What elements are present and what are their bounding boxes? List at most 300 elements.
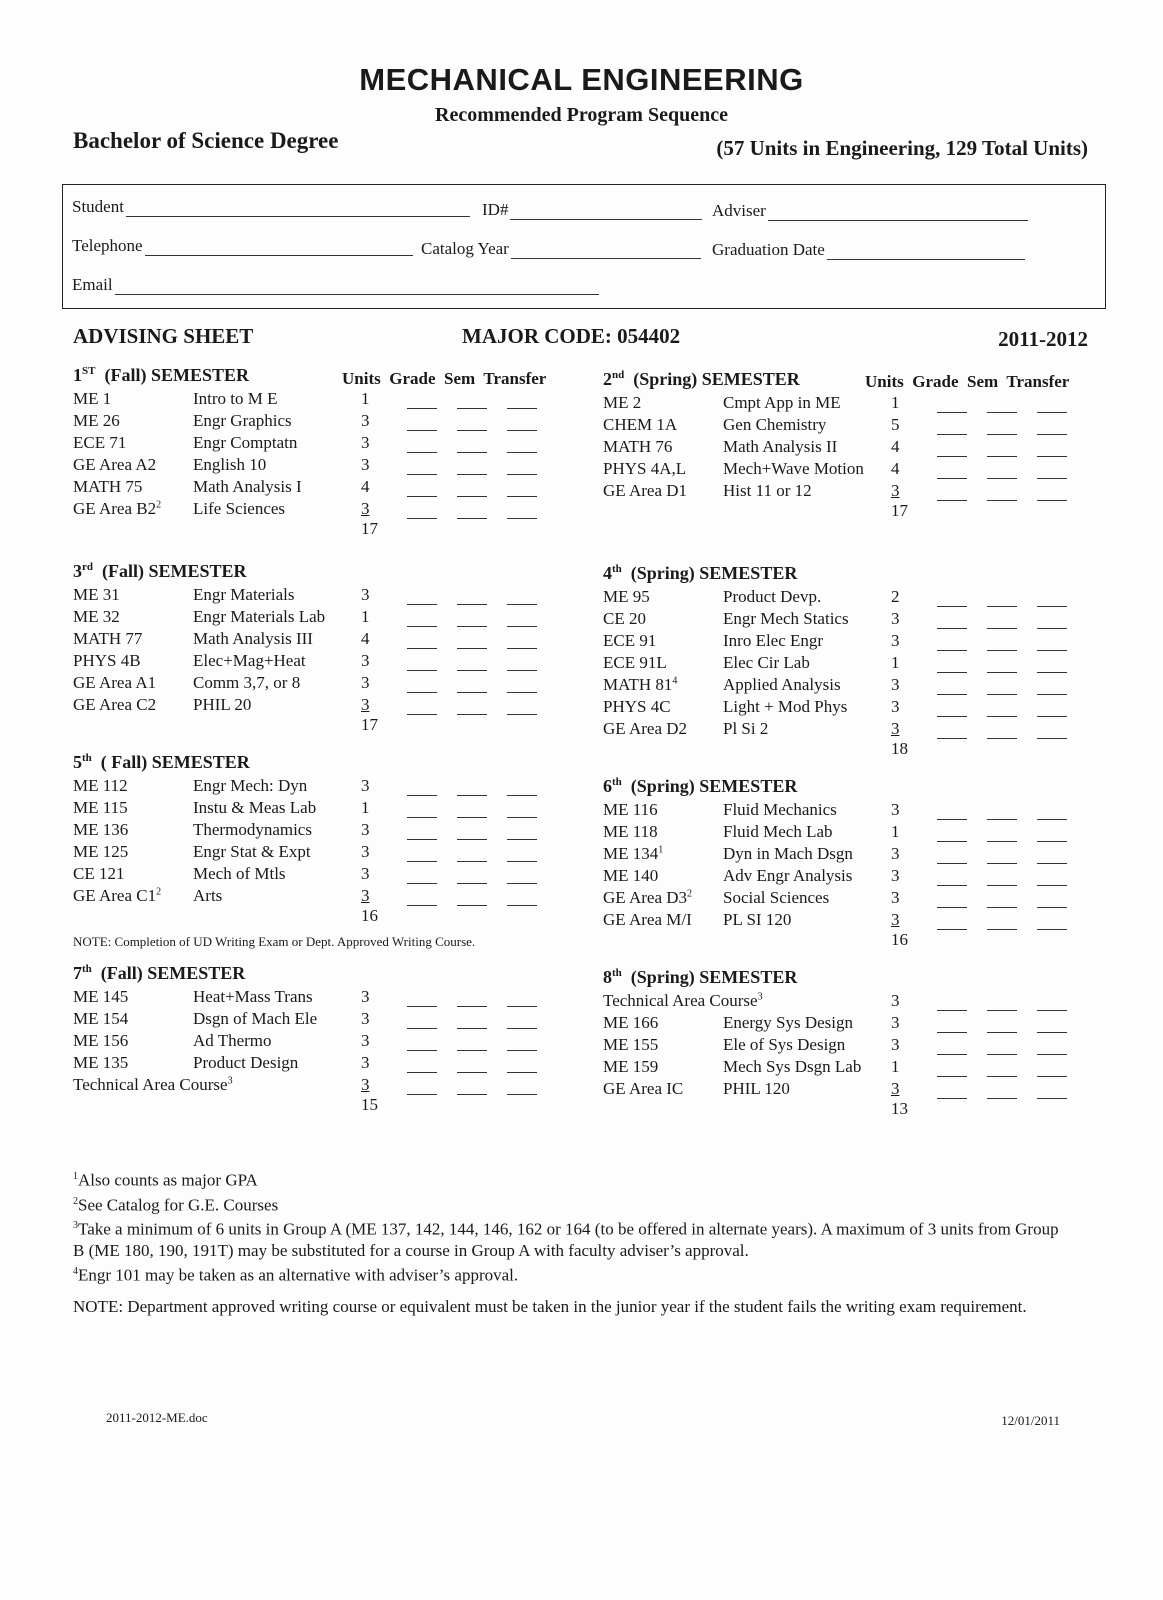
course-code: Technical Area Course$^3$ [603, 991, 763, 1010]
grade-blank[interactable] [407, 593, 437, 605]
transfer-blank[interactable] [1037, 661, 1067, 673]
course-row [603, 1033, 1087, 1055]
course-units: 4 [361, 629, 370, 648]
transfer-blank[interactable] [1037, 401, 1067, 413]
grade-blank[interactable] [937, 830, 967, 842]
grade-blank[interactable] [937, 401, 967, 413]
id-field[interactable]: ID# [482, 200, 702, 220]
course-row [603, 842, 1087, 864]
adviser-field[interactable]: Adviser [712, 201, 1028, 221]
semester-5 [73, 752, 557, 928]
sem-blank[interactable] [457, 784, 487, 796]
grade-blank[interactable] [937, 1043, 967, 1055]
grade-blank[interactable] [937, 489, 967, 501]
grade-blank[interactable] [407, 681, 437, 693]
transfer-blank[interactable] [1037, 874, 1067, 886]
grade-blank[interactable] [937, 727, 967, 739]
transfer-blank[interactable] [507, 784, 537, 796]
transfer-blank[interactable] [507, 637, 537, 649]
course-title: Engr Comptatn [193, 433, 298, 452]
transfer-blank[interactable] [507, 419, 537, 431]
grade-blank[interactable] [937, 918, 967, 930]
sem-blank[interactable] [457, 806, 487, 818]
course-title: Gen Chemistry [723, 415, 827, 434]
grade-blank[interactable] [937, 467, 967, 479]
academic-year: 2011-2012 [998, 327, 1088, 351]
course-units: 4 [361, 477, 370, 496]
document-title: MECHANICAL ENGINEERING [359, 62, 804, 97]
course-code: GE Area $C1^2$ [73, 886, 162, 905]
semester-total-units: 15 [361, 1095, 378, 1114]
course-row [73, 453, 557, 475]
grade-blank[interactable] [407, 995, 437, 1007]
course-units: 3 [891, 719, 900, 738]
course-code: ME 26 [73, 411, 120, 430]
course-row [603, 798, 1087, 820]
course-title: Math Analysis II [723, 437, 838, 456]
sem-blank[interactable] [987, 1021, 1017, 1033]
transfer-blank[interactable] [1037, 808, 1067, 820]
course-title: Dsgn of Mach Ele [193, 1009, 318, 1028]
sem-blank[interactable] [457, 995, 487, 1007]
grade-blank[interactable] [407, 784, 437, 796]
transfer-blank[interactable] [1037, 1065, 1067, 1077]
course-units: 3 [361, 673, 370, 692]
transfer-blank[interactable] [507, 1061, 537, 1073]
semester-heading: 6th (Spring) SEMESTER [603, 776, 798, 796]
grade-blank[interactable] [407, 419, 437, 431]
grade-blank[interactable] [407, 397, 437, 409]
sem-blank[interactable] [987, 1087, 1017, 1099]
transfer-blank[interactable] [507, 703, 537, 715]
course-code: ME 166 [603, 1013, 659, 1032]
grade-blank[interactable] [407, 806, 437, 818]
sem-blank[interactable] [987, 727, 1017, 739]
transfer-blank[interactable] [507, 894, 537, 906]
course-row [603, 864, 1087, 886]
column-headers-left: Units Grade Sem Transfer [342, 369, 547, 388]
transfer-blank[interactable] [1037, 1021, 1067, 1033]
course-units: 3 [891, 675, 900, 694]
course-title: PHIL 20 [193, 695, 252, 714]
grade-blank[interactable] [407, 1039, 437, 1051]
course-row [603, 1011, 1087, 1033]
course-units: 3 [891, 991, 900, 1010]
sem-blank[interactable] [457, 659, 487, 671]
grade-blank[interactable] [407, 828, 437, 840]
sem-blank[interactable] [457, 703, 487, 715]
course-title: Dyn in Mach Dsgn [723, 844, 853, 863]
sem-blank[interactable] [457, 637, 487, 649]
transfer-blank[interactable] [507, 485, 537, 497]
sem-blank[interactable] [457, 463, 487, 475]
course-row [603, 651, 1087, 673]
telephone-field[interactable]: Telephone [72, 236, 413, 256]
course-units: 5 [891, 415, 900, 434]
course-title: Hist 11 or 12 [723, 481, 812, 500]
semester-1 [73, 365, 557, 541]
sem-blank[interactable] [987, 639, 1017, 651]
sem-blank[interactable] [987, 423, 1017, 435]
course-code: ME 159 [603, 1057, 659, 1076]
transfer-blank[interactable] [507, 441, 537, 453]
course-row [73, 1073, 557, 1095]
column-headers-right: Units Grade Sem Transfer [865, 372, 1070, 391]
course-code: ME 135 [73, 1053, 129, 1072]
course-title: Life Sciences [193, 499, 286, 518]
transfer-blank[interactable] [507, 1083, 537, 1095]
course-title: Fluid Mech Lab [723, 822, 833, 841]
course-code: GE Area M/I [603, 910, 692, 929]
sem-blank[interactable] [987, 617, 1017, 629]
email-field[interactable]: Email [72, 275, 599, 295]
course-title: Intro to M E [193, 389, 278, 408]
course-code: MATH 76 [603, 437, 673, 456]
course-code: Technical Area Course$^3$ [73, 1075, 233, 1094]
major-code: MAJOR CODE: 054402 [462, 324, 681, 348]
course-title: Engr Materials [193, 585, 295, 604]
sem-blank[interactable] [987, 467, 1017, 479]
course-row [603, 585, 1087, 607]
grade-blank[interactable] [407, 1017, 437, 1029]
course-code: ME 118 [603, 822, 658, 841]
course-code: ME 112 [73, 776, 128, 795]
sem-blank[interactable] [457, 1083, 487, 1095]
grade-blank[interactable] [937, 595, 967, 607]
course-units: 1 [361, 389, 370, 408]
course-code: PHYS 4B [73, 651, 141, 670]
course-units: 4 [891, 437, 900, 456]
grade-blank[interactable] [407, 507, 437, 519]
grade-blank[interactable] [937, 874, 967, 886]
student-info-box [62, 184, 1106, 309]
course-units: 3 [361, 987, 370, 1006]
grade-blank[interactable] [937, 639, 967, 651]
semester-heading: 8th (Spring) SEMESTER [603, 967, 798, 987]
course-code: CE 121 [73, 864, 125, 883]
student-field[interactable]: Student [72, 197, 470, 217]
course-row [603, 886, 1087, 908]
semester-8 [603, 967, 1087, 1121]
course-row [73, 671, 557, 693]
course-title: Engr Materials Lab [193, 607, 326, 626]
grade-blank[interactable] [407, 463, 437, 475]
sem-blank[interactable] [457, 397, 487, 409]
course-units: 3 [361, 411, 370, 430]
transfer-blank[interactable] [1037, 830, 1067, 842]
transfer-blank[interactable] [1037, 639, 1067, 651]
transfer-blank[interactable] [1037, 896, 1067, 908]
course-code: PHYS 4A,L [603, 459, 687, 478]
course-title: Math Analysis I [193, 477, 302, 496]
course-title: PHIL 120 [723, 1079, 790, 1098]
sem-blank[interactable] [987, 874, 1017, 886]
transfer-blank[interactable] [507, 397, 537, 409]
transfer-blank[interactable] [1037, 445, 1067, 457]
semester-total-units: 18 [891, 739, 908, 758]
course-code: MATH $81^4$ [603, 675, 678, 694]
transfer-blank[interactable] [1037, 683, 1067, 695]
semester-2 [603, 369, 1087, 523]
grade-blank[interactable] [407, 894, 437, 906]
course-row [73, 1007, 557, 1029]
semester-heading: 4th (Spring) SEMESTER [603, 563, 798, 583]
course-title: Engr Mech Statics [723, 609, 849, 628]
course-code: ME 32 [73, 607, 120, 626]
sem-blank[interactable] [987, 445, 1017, 457]
sem-blank[interactable] [987, 918, 1017, 930]
transfer-blank[interactable] [1037, 727, 1067, 739]
course-title: Heat+Mass Trans [193, 987, 313, 1006]
semester-total-units: 16 [361, 906, 378, 925]
course-row [73, 884, 557, 906]
sem-blank[interactable] [457, 1039, 487, 1051]
course-row [603, 629, 1087, 651]
course-units: 3 [361, 695, 370, 714]
course-row [73, 497, 557, 519]
transfer-blank[interactable] [1037, 423, 1067, 435]
semester-total-units: 17 [361, 715, 378, 734]
transfer-blank[interactable] [507, 593, 537, 605]
grade-blank[interactable] [937, 445, 967, 457]
sem-blank[interactable] [987, 1065, 1017, 1077]
course-code: GE Area A2 [73, 455, 157, 474]
course-code: CE 20 [603, 609, 646, 628]
sem-blank[interactable] [987, 896, 1017, 908]
sem-blank[interactable] [457, 1061, 487, 1073]
grade-blank[interactable] [937, 423, 967, 435]
grade-blank[interactable] [407, 850, 437, 862]
course-code: MATH 77 [73, 629, 143, 648]
course-code: ME 140 [603, 866, 659, 885]
course-code: PHYS 4C [603, 697, 671, 716]
course-code: ME 156 [73, 1031, 129, 1050]
course-row [73, 693, 557, 715]
grade-blank[interactable] [937, 1021, 967, 1033]
grade-blank[interactable] [937, 1065, 967, 1077]
course-units: 3 [361, 1009, 370, 1028]
course-units: 3 [891, 1035, 900, 1054]
grade-blank[interactable] [407, 485, 437, 497]
course-code: ECE 91 [603, 631, 657, 650]
semester-3 [73, 561, 557, 737]
transfer-blank[interactable] [1037, 467, 1067, 479]
sem-blank[interactable] [457, 441, 487, 453]
grade-blank[interactable] [937, 683, 967, 695]
course-units: 3 [891, 844, 900, 863]
course-row [603, 391, 1087, 413]
course-code: MATH 75 [73, 477, 143, 496]
transfer-blank[interactable] [507, 1017, 537, 1029]
sem-blank[interactable] [457, 894, 487, 906]
course-units: 3 [891, 866, 900, 885]
transfer-blank[interactable] [1037, 489, 1067, 501]
transfer-blank[interactable] [1037, 918, 1067, 930]
course-title: Instu & Meas Lab [193, 798, 317, 817]
transfer-blank[interactable] [1037, 1087, 1067, 1099]
course-code: ME 154 [73, 1009, 129, 1028]
transfer-blank[interactable] [507, 463, 537, 475]
course-units: 3 [891, 1013, 900, 1032]
grade-blank[interactable] [407, 637, 437, 649]
grade-blank[interactable] [937, 1087, 967, 1099]
transfer-blank[interactable] [507, 507, 537, 519]
course-title: Engr Graphics [193, 411, 292, 430]
grade-blank[interactable] [407, 659, 437, 671]
sem-blank[interactable] [457, 828, 487, 840]
sem-blank[interactable] [457, 615, 487, 627]
course-units: 1 [891, 822, 900, 841]
course-row [73, 409, 557, 431]
grade-blank[interactable] [937, 808, 967, 820]
course-code: ME 115 [73, 798, 128, 817]
sem-blank[interactable] [987, 999, 1017, 1011]
course-row [73, 985, 557, 1007]
sem-blank[interactable] [457, 419, 487, 431]
transfer-blank[interactable] [507, 1039, 537, 1051]
sem-blank[interactable] [457, 593, 487, 605]
semester-heading: 5th ( Fall) SEMESTER [73, 752, 250, 772]
course-title: Engr Mech: Dyn [193, 776, 308, 795]
course-code: ECE 91L [603, 653, 667, 672]
course-title: Light + Mod Phys [723, 697, 848, 716]
advising-sheet-label: ADVISING SHEET [73, 324, 254, 348]
course-title: Comm 3,7, or 8 [193, 673, 301, 692]
course-units: 3 [891, 1079, 900, 1098]
course-row [603, 717, 1087, 739]
course-row [73, 1029, 557, 1051]
course-code: GE Area D1 [603, 481, 688, 500]
sem-blank[interactable] [987, 661, 1017, 673]
transfer-blank[interactable] [1037, 852, 1067, 864]
course-units: 1 [891, 1057, 900, 1076]
units-summary: (57 Units in Engineering, 129 Total Units) [716, 136, 1088, 160]
sem-blank[interactable] [987, 852, 1017, 864]
transfer-blank[interactable] [1037, 999, 1067, 1011]
grade-blank[interactable] [937, 896, 967, 908]
course-units: 3 [891, 631, 900, 650]
sem-blank[interactable] [987, 401, 1017, 413]
transfer-blank[interactable] [1037, 1043, 1067, 1055]
sem-blank[interactable] [987, 705, 1017, 717]
course-row [73, 796, 557, 818]
grade-blank[interactable] [407, 1083, 437, 1095]
course-units: 3 [361, 1075, 370, 1094]
transfer-blank[interactable] [507, 850, 537, 862]
grade-blank[interactable] [407, 1061, 437, 1073]
course-code: ME 145 [73, 987, 129, 1006]
catalog-year-field[interactable]: Catalog Year [421, 239, 701, 259]
semester-4 [603, 563, 1087, 761]
course-row [603, 695, 1087, 717]
course-row [73, 818, 557, 840]
grade-blank[interactable] [937, 661, 967, 673]
course-row [603, 479, 1087, 501]
transfer-blank[interactable] [1037, 595, 1067, 607]
grade-blank[interactable] [407, 872, 437, 884]
course-title: Arts [193, 886, 223, 905]
course-units: 3 [891, 697, 900, 716]
semester-total-units: 13 [891, 1099, 908, 1118]
course-units: 1 [361, 798, 370, 817]
transfer-blank[interactable] [507, 615, 537, 627]
sem-blank[interactable] [987, 683, 1017, 695]
grade-blank[interactable] [407, 615, 437, 627]
course-row [73, 431, 557, 453]
course-units: 3 [361, 820, 370, 839]
course-code: ME 1 [73, 389, 112, 408]
transfer-blank[interactable] [507, 681, 537, 693]
course-units: 3 [361, 433, 370, 452]
course-title: Inro Elec Engr [723, 631, 824, 650]
course-units: 3 [361, 651, 370, 670]
transfer-blank[interactable] [507, 806, 537, 818]
sem-blank[interactable] [987, 808, 1017, 820]
course-row [73, 649, 557, 671]
sem-blank[interactable] [457, 485, 487, 497]
semester-total-units: 17 [361, 519, 378, 538]
course-row [603, 673, 1087, 695]
grade-blank[interactable] [937, 999, 967, 1011]
course-title: Elec+Mag+Heat [193, 651, 306, 670]
footnote-4: $^4$Engr 101 may be taken as an alternative with adviser’s approval. [73, 1265, 519, 1285]
course-row [73, 774, 557, 796]
sem-blank[interactable] [987, 1043, 1017, 1055]
course-title: Thermodynamics [193, 820, 312, 839]
transfer-blank[interactable] [507, 828, 537, 840]
course-units: 3 [361, 1031, 370, 1050]
course-row [603, 607, 1087, 629]
course-code: GE Area A1 [73, 673, 157, 692]
semester-total-units: 16 [891, 930, 908, 949]
sem-blank[interactable] [987, 595, 1017, 607]
course-row [603, 457, 1087, 479]
grade-blank[interactable] [407, 703, 437, 715]
grade-blank[interactable] [937, 617, 967, 629]
grade-blank[interactable] [937, 852, 967, 864]
transfer-blank[interactable] [1037, 705, 1067, 717]
sem-blank[interactable] [457, 872, 487, 884]
sem-blank[interactable] [457, 1017, 487, 1029]
footnote-1: $^1$Also counts as major GPA [73, 1170, 258, 1190]
sem-blank[interactable] [457, 507, 487, 519]
course-units: 1 [361, 607, 370, 626]
transfer-blank[interactable] [507, 995, 537, 1007]
course-code: ME 116 [603, 800, 658, 819]
course-units: 2 [891, 587, 900, 606]
sem-blank[interactable] [457, 681, 487, 693]
grade-blank[interactable] [407, 441, 437, 453]
sem-blank[interactable] [457, 850, 487, 862]
course-code: ME 155 [603, 1035, 659, 1054]
ud-writing-note: NOTE: Completion of UD Writing Exam or Dept. Approved Writing Course. [73, 934, 476, 949]
sem-blank[interactable] [987, 830, 1017, 842]
transfer-blank[interactable] [507, 659, 537, 671]
course-title: Energy Sys Design [723, 1013, 854, 1032]
graduation-date-field[interactable]: Graduation Date [712, 240, 1025, 260]
course-row [73, 387, 557, 409]
course-code: GE Area C2 [73, 695, 157, 714]
transfer-blank[interactable] [1037, 617, 1067, 629]
transfer-blank[interactable] [507, 872, 537, 884]
course-units: 3 [891, 888, 900, 907]
course-units: 3 [361, 499, 370, 518]
footnote-2: $^2$See Catalog for G.E. Courses [73, 1195, 279, 1215]
course-title: Cmpt App in ME [723, 393, 841, 412]
grade-blank[interactable] [937, 705, 967, 717]
sem-blank[interactable] [987, 489, 1017, 501]
course-units: 3 [361, 886, 370, 905]
